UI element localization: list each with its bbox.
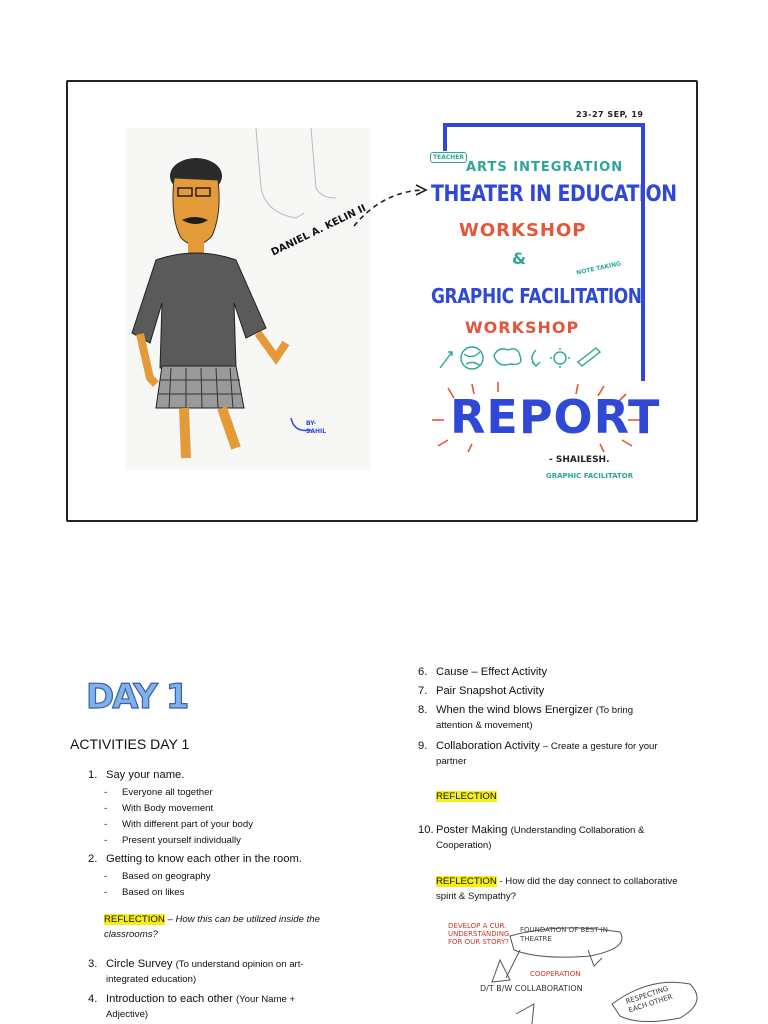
poster-line-arts-integration: ARTS INTEGRATION bbox=[466, 160, 624, 175]
poster-ampersand: & bbox=[512, 249, 526, 268]
pencil-doodle-icon bbox=[578, 348, 600, 366]
arrow-doodle-icon bbox=[440, 352, 452, 368]
day-1-logo bbox=[84, 668, 188, 718]
cover-image-frame bbox=[66, 80, 698, 522]
item-note-2: Cooperation) bbox=[436, 840, 492, 851]
item-number: 1. bbox=[88, 769, 98, 781]
sketch-note-e: RESPECTING EACH OTHER bbox=[624, 984, 674, 1015]
poster-author-role: GRAPHIC FACILITATOR bbox=[546, 472, 634, 480]
item-note: (Understanding Collaboration & bbox=[510, 825, 645, 836]
poster-border-left bbox=[443, 123, 447, 151]
item-1-sub-4: - Present yourself individually bbox=[104, 835, 241, 846]
artist-credit-by: BY- bbox=[306, 420, 317, 427]
sub-text: With Body movement bbox=[122, 803, 214, 814]
right-item-9 bbox=[418, 739, 718, 769]
item-title: Circle Survey bbox=[106, 958, 173, 970]
reflection-label: REFLECTION bbox=[436, 791, 497, 802]
reflection-text-2: classrooms? bbox=[104, 929, 158, 940]
sketch-note-b: FOUNDATION OF BEST IN THEATRE bbox=[520, 926, 608, 943]
caricature-drawing bbox=[126, 128, 370, 470]
item-number: 6. bbox=[418, 666, 428, 678]
item-note: (Your Name + bbox=[235, 994, 296, 1005]
note-taking-tag: NOTE TAKING bbox=[575, 260, 622, 277]
poster-border-top bbox=[443, 123, 643, 127]
item-1-sub-3: - With different part of your body bbox=[104, 819, 254, 830]
item-title: Collaboration Activity bbox=[436, 740, 540, 752]
workshop-dates: 23-27 SEP, 19 bbox=[576, 110, 644, 119]
item-1-sub-1: - Everyone all together bbox=[104, 787, 213, 798]
portrait-name-label: DANIEL A. KELIN II bbox=[269, 202, 368, 259]
artist-credit bbox=[306, 420, 326, 436]
item-title: Poster Making bbox=[436, 824, 508, 836]
teacher-tag: TEACHER bbox=[430, 152, 467, 163]
item-number: 3. bbox=[88, 958, 98, 970]
poster-author: - SHAILESH. bbox=[549, 455, 610, 465]
activities-heading: ACTIVITIES DAY 1 bbox=[70, 736, 190, 752]
item-number: 8. bbox=[418, 704, 428, 716]
item-2-sub-2: - Based on likes bbox=[104, 887, 185, 898]
right-item-10 bbox=[418, 823, 718, 853]
right-item-8 bbox=[418, 703, 708, 733]
item-note: (To understand opinion on art- bbox=[175, 959, 304, 970]
item-note-2: attention & movement) bbox=[436, 720, 533, 731]
sub-text: Everyone all together bbox=[122, 787, 213, 798]
left-item-2 bbox=[88, 852, 302, 866]
poster-line-workshop-2: WORKSHOP bbox=[465, 318, 580, 337]
item-note: – Create a gesture for your bbox=[542, 741, 658, 752]
item-title: Getting to know each other in the room. bbox=[106, 853, 302, 865]
left-item-1 bbox=[88, 768, 184, 782]
poster-line-workshop-1: WORKSHOP bbox=[459, 220, 587, 241]
reflection-text: – How this can be utilized inside the bbox=[164, 914, 320, 925]
item-title: Introduction to each other bbox=[106, 993, 233, 1005]
doodle-icons-row bbox=[436, 340, 626, 374]
cloud-doodle-icon bbox=[494, 349, 521, 365]
gear-doodle-icon bbox=[554, 352, 566, 364]
item-number: 2. bbox=[88, 853, 98, 865]
poster-line-graphic-facilitation: GRAPHIC FACILITATION bbox=[431, 284, 642, 308]
item-note-2: partner bbox=[436, 756, 467, 767]
cycle-doodle-icon bbox=[532, 350, 540, 366]
artist-credit-name: SAHIL bbox=[306, 428, 327, 435]
sub-text: With different part of your body bbox=[122, 819, 254, 830]
item-note: (To bring bbox=[595, 705, 634, 716]
reflection-text: - How did the day connect to collaborative bbox=[496, 876, 678, 887]
poster-report-title: REPORT bbox=[450, 390, 661, 444]
item-title: Cause – Effect Activity bbox=[436, 666, 548, 678]
sub-text: Based on likes bbox=[122, 887, 185, 898]
item-number: 10. bbox=[418, 824, 434, 836]
left-item-4 bbox=[88, 992, 348, 1022]
portrait-sketch bbox=[126, 128, 370, 470]
item-number: 9. bbox=[418, 740, 428, 752]
reflection-2 bbox=[436, 789, 497, 804]
item-2-sub-1: - Based on geography bbox=[104, 871, 211, 882]
item-note-2: integrated education) bbox=[106, 974, 197, 985]
sketch-note-c: COOPERATION bbox=[530, 970, 581, 978]
day-1-logo-text: DAY 1 bbox=[86, 677, 188, 717]
reflection-label: REFLECTION bbox=[436, 876, 497, 887]
item-number: 4. bbox=[88, 993, 98, 1005]
poster-line-theater: THEATER IN EDUCATION bbox=[431, 182, 677, 207]
reflection-3 bbox=[436, 874, 726, 904]
sketch-notes-image bbox=[440, 918, 730, 1024]
sketch-note-a: DEVELOP A CUR. UNDERSTANDING FOR OUR STORY? bbox=[448, 922, 510, 946]
reflection-text-2: spirit & Sympathy? bbox=[436, 891, 516, 902]
reflection-1 bbox=[104, 912, 354, 942]
sub-text: Present yourself individually bbox=[122, 835, 241, 846]
right-item-6 bbox=[418, 665, 547, 679]
poster-border-right bbox=[641, 123, 645, 381]
item-title: Say your name. bbox=[106, 769, 185, 781]
right-item-7 bbox=[418, 684, 544, 698]
reflection-label: REFLECTION bbox=[104, 914, 165, 925]
dashed-arrow-icon bbox=[352, 182, 432, 232]
item-note-2: Adjective) bbox=[106, 1009, 149, 1020]
sketch-note-d: D/T B/W COLLABORATION bbox=[480, 984, 583, 993]
sub-text: Based on geography bbox=[122, 871, 211, 882]
item-number: 7. bbox=[418, 685, 428, 697]
left-item-3 bbox=[88, 957, 348, 987]
item-1-sub-2: - With Body movement bbox=[104, 803, 214, 814]
item-title: When the wind blows Energizer bbox=[436, 704, 593, 716]
item-title: Pair Snapshot Activity bbox=[436, 685, 545, 697]
